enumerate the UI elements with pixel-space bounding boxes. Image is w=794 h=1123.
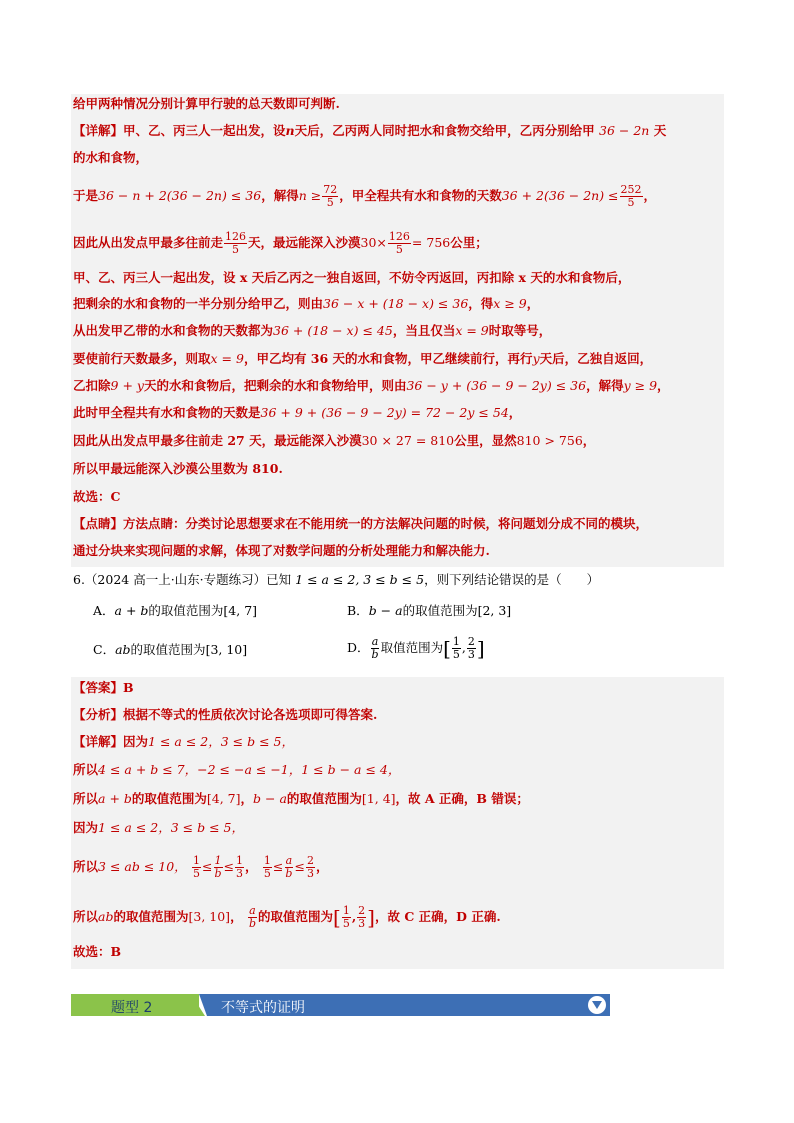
solution-line xyxy=(73,322,551,340)
denominator: 3 xyxy=(236,867,244,880)
math: ≤ xyxy=(223,859,235,874)
denominator: 5 xyxy=(263,867,271,880)
math: 36 + (18 − x) ≤ 45 xyxy=(273,323,393,338)
math: 3 ≤ ab ≤ 10， xyxy=(98,859,187,874)
text: ，得 xyxy=(468,296,494,311)
answer-choice: 故选：C xyxy=(73,489,121,504)
text: 所以 xyxy=(73,859,99,874)
denominator: 3 xyxy=(467,648,475,661)
text: 因此从出发点甲最多往前走 xyxy=(73,235,224,250)
numerator: 2 xyxy=(358,904,366,917)
math: = 756 xyxy=(411,235,451,250)
solution-line xyxy=(73,679,134,697)
numerator: 1 xyxy=(193,854,201,867)
math: 1 ≤ a ≤ 2，3 ≤ b ≤ 5， xyxy=(98,820,244,835)
numerator: a xyxy=(249,904,256,917)
math: 30 × 27 = 810 xyxy=(361,433,455,448)
denominator: 3 xyxy=(306,867,314,880)
math: 36 − y + (36 − 9 − 2y) ≤ 36 xyxy=(406,378,587,393)
fraction xyxy=(388,231,411,256)
text: ，解得 xyxy=(586,378,624,393)
math: ≤ xyxy=(294,859,305,874)
fraction xyxy=(467,636,476,661)
solution-line xyxy=(73,95,340,113)
math: 36 − 2n xyxy=(599,123,650,138)
math: [4, 7] xyxy=(223,603,258,618)
numerator: 126 xyxy=(388,230,410,243)
text: ， xyxy=(508,405,522,420)
math: n xyxy=(285,123,295,138)
left-bracket: [ xyxy=(333,905,341,930)
math: a + b xyxy=(114,603,149,618)
math: [4, 7] xyxy=(206,791,241,806)
text: ， xyxy=(245,859,258,874)
text: 的水和食物， xyxy=(73,150,149,165)
text: 从出发甲乙带的水和食物的天数都为 xyxy=(73,323,274,338)
text: 天 xyxy=(653,123,667,138)
solution-line: 所以ab的取值范围为[3, 10]， $\frac{a}{b}$ 的取值范围为[ $\frac{1}{5}$ , $\frac{2}{3}$ ]，故 C 正确，D 正确. xyxy=(73,904,501,930)
option-b[interactable] xyxy=(347,602,511,620)
option-a[interactable] xyxy=(93,602,257,620)
solution-line xyxy=(73,432,595,450)
numerator: 252 xyxy=(620,183,642,196)
solution-line xyxy=(73,404,521,422)
text: ， xyxy=(643,188,657,203)
text: ，甲全程共有水和食物的天数 xyxy=(339,188,502,203)
text: 甲、乙、丙三人一起出发，设 x 天后乙丙之一独自返回，不妨令丙返回，丙扣除 x 天的水和食物后， xyxy=(73,270,631,285)
detail-tag: 【详解】 xyxy=(73,123,124,138)
text: 6.（2024 高一上·山东·专题练习）已知 xyxy=(73,572,292,587)
denominator: 5 xyxy=(193,867,201,880)
detail-tag: 【详解】 xyxy=(73,734,124,749)
math: 36 + 2(36 − 2n) ≤ xyxy=(501,188,619,203)
section-title: 不等式的证明 xyxy=(221,1000,305,1016)
solution-line xyxy=(73,122,666,140)
math: 1 ≤ a ≤ 2，3 ≤ b ≤ 5， xyxy=(148,734,294,749)
numerator: 72 xyxy=(323,183,338,196)
math: b − a xyxy=(253,791,287,806)
fraction xyxy=(342,905,351,930)
numerator: 1 xyxy=(342,904,350,917)
text: 所以 xyxy=(73,909,99,924)
left-bracket: [ xyxy=(443,636,451,661)
fraction xyxy=(452,636,461,661)
math: [3, 10] xyxy=(205,642,248,657)
math: 36 + 9 + (36 − 9 − 2y) = 72 − 2y ≤ 54 xyxy=(260,405,509,420)
text: 所以 xyxy=(73,762,99,777)
text: 于是 xyxy=(73,188,99,203)
numerator: 126 xyxy=(225,230,247,243)
text: ，则下列结论错误的是（ ） xyxy=(424,572,600,587)
solution-line xyxy=(73,149,148,167)
fraction xyxy=(371,636,380,661)
section-type-label: 题型 2 xyxy=(111,1000,153,1016)
text: 的取值范围为 xyxy=(286,791,362,806)
text: ，故 A 正确，B 错误； xyxy=(395,791,529,806)
numerator: a xyxy=(371,635,379,648)
math: ab xyxy=(115,642,131,657)
solution-line xyxy=(73,295,539,313)
solution-line xyxy=(73,943,121,961)
text: 公里，显然 xyxy=(454,433,517,448)
fraction xyxy=(224,231,247,256)
math: 36 − x + (18 − x) ≤ 36 xyxy=(323,296,469,311)
solution-line xyxy=(73,488,120,506)
solution-line xyxy=(73,350,652,368)
option-label: A． xyxy=(93,603,115,618)
math: ≤ xyxy=(272,859,284,874)
math: ab xyxy=(98,909,114,924)
denominator: b xyxy=(248,917,256,930)
solution-line xyxy=(73,231,488,256)
text: ，甲乙均有 36 天的水和食物，甲乙继续前行，再行 xyxy=(243,351,533,366)
text: 天的水和食物后，把剩余的水和食物给甲，则由 xyxy=(143,378,407,393)
fraction xyxy=(192,855,201,880)
option-label: B． xyxy=(347,603,369,618)
numerator: 1 xyxy=(214,854,222,867)
denominator: 5 xyxy=(232,243,240,256)
text: 天后，乙独自返回， xyxy=(539,351,653,366)
text: ， xyxy=(657,378,670,393)
solution-line xyxy=(73,460,283,478)
text: 公里； xyxy=(450,235,488,250)
option-d[interactable]: D． $\frac{a}{b}$ 取值范围为[ $\frac{1}{5}$ , $\frac{2}{3}$ ] xyxy=(347,635,485,661)
denominator: 3 xyxy=(358,917,366,930)
solution-line xyxy=(73,855,328,880)
text: 乙扣除 xyxy=(73,378,111,393)
text: 天，最远能深入沙漠 xyxy=(248,235,361,250)
math: x ≥ 9 xyxy=(493,296,527,311)
text: ， xyxy=(315,859,329,874)
option-c[interactable] xyxy=(93,641,247,659)
text: 的取值范围为 xyxy=(148,603,224,618)
text: 时取等号， xyxy=(488,323,552,338)
solution-line xyxy=(73,515,648,533)
solution-line xyxy=(73,542,490,560)
math: 30× xyxy=(360,235,387,250)
text: 取值范围为 xyxy=(380,640,444,655)
text: 甲、乙、丙三人一起出发，设 xyxy=(123,123,286,138)
numerator: a xyxy=(285,854,293,867)
denominator: 5 xyxy=(627,196,635,209)
text: ， xyxy=(582,433,596,448)
numerator: 1 xyxy=(236,854,244,867)
text: ，当且仅当 xyxy=(392,323,456,338)
text: ，故 C 正确，D 正确. xyxy=(374,909,501,924)
math: [3, 10] xyxy=(188,909,231,924)
text: 给甲两种情况分别计算甲行驶的总天数即可判断. xyxy=(73,96,340,111)
solution-line xyxy=(73,733,294,751)
section-header-bar xyxy=(71,994,610,1016)
chevron-down-icon[interactable] xyxy=(588,996,606,1014)
text: ， xyxy=(240,791,254,806)
text: 的取值范围为 xyxy=(130,642,206,657)
analysis-tag: 【分析】 xyxy=(73,707,124,722)
solution-line xyxy=(73,269,630,287)
denominator: 5 xyxy=(342,917,350,930)
math: 810 > 756 xyxy=(516,433,583,448)
answer-choice: 故选：B xyxy=(73,944,122,959)
solution-line xyxy=(73,377,670,395)
solution-line xyxy=(73,790,529,808)
option-label: C． xyxy=(93,642,116,657)
denominator: 5 xyxy=(395,243,403,256)
text: ，解得 xyxy=(261,188,299,203)
math: y xyxy=(532,351,540,366)
text: 因为 xyxy=(123,734,149,749)
math: a + b xyxy=(98,791,132,806)
text: 的取值范围为 xyxy=(402,603,478,618)
numerator: 2 xyxy=(306,854,314,867)
tip-tag: 【点睛】 xyxy=(73,516,124,531)
numerator: 2 xyxy=(467,635,475,648)
text: 的取值范围为 xyxy=(131,791,207,806)
fraction xyxy=(235,855,244,880)
text: 此时甲全程共有水和食物的天数是 xyxy=(73,405,261,420)
denominator: 5 xyxy=(326,196,334,209)
right-bracket: ] xyxy=(476,636,485,661)
right-bracket: ] xyxy=(367,905,375,930)
denominator: b xyxy=(285,867,293,880)
text: 所以 xyxy=(73,791,99,806)
text: 的取值范围为 xyxy=(257,909,333,924)
fraction xyxy=(357,905,366,930)
fraction xyxy=(284,855,293,880)
text: 要使前行天数最多，则取 xyxy=(73,351,211,366)
text: 天后，乙丙两人同时把水和食物交给甲，乙丙分别给甲 xyxy=(294,123,595,138)
text: 因此从出发点甲最多往前走 27 天，最远能深入沙漠 xyxy=(73,433,362,448)
math: 4 ≤ a + b ≤ 7，−2 ≤ −a ≤ −1，1 ≤ b − a ≤ 4， xyxy=(98,762,401,777)
fraction xyxy=(263,855,272,880)
fraction xyxy=(306,855,315,880)
text: 把剩余的水和食物的一半分别分给甲乙，则由 xyxy=(73,296,324,311)
fraction xyxy=(214,855,223,880)
denominator: b xyxy=(214,867,222,880)
text: ， xyxy=(230,909,243,924)
text: 通过分块来实现问题的求解，体现了对数学问题的分析处理能力和解决能力. xyxy=(73,543,490,558)
math: 9 + y xyxy=(110,378,144,393)
text: 因为 xyxy=(73,820,99,835)
math: [2, 3] xyxy=(477,603,512,618)
math: 1 ≤ a ≤ 2, 3 ≤ b ≤ 5 xyxy=(295,572,425,587)
denominator: 5 xyxy=(452,648,460,661)
text: ， xyxy=(526,296,540,311)
math: y ≥ 9 xyxy=(623,378,658,393)
answer-tag: 【答案】B xyxy=(73,680,134,695)
math: x = 9 xyxy=(455,323,489,338)
text: 的取值范围为 xyxy=(113,909,189,924)
text: 根据不等式的性质依次讨论各选项即可得答案. xyxy=(123,707,378,722)
math: ≤ xyxy=(202,859,213,874)
solution-line xyxy=(73,761,400,779)
solution-line xyxy=(73,184,656,209)
solution-line xyxy=(73,819,244,837)
math: [1, 4] xyxy=(361,791,396,806)
numerator: 1 xyxy=(452,635,460,648)
math: n ≥ xyxy=(298,188,322,203)
math: b − a xyxy=(368,603,403,618)
text: 所以甲最远能深入沙漠公里数为 810. xyxy=(73,461,283,476)
solution-block-1 xyxy=(71,94,724,567)
fraction xyxy=(322,184,338,209)
math: 36 − n + 2(36 − 2n) ≤ 36 xyxy=(98,188,262,203)
solution-block-2 xyxy=(71,677,724,969)
solution-line xyxy=(73,706,377,724)
math: x = 9 xyxy=(210,351,244,366)
fraction xyxy=(620,184,643,209)
fraction xyxy=(248,905,257,930)
numerator: 1 xyxy=(263,854,271,867)
text: 方法点睛：分类讨论思想要求在不能用统一的方法解决问题的时候，将问题划分成不同的模块， xyxy=(123,516,649,531)
question-stem xyxy=(73,571,599,589)
option-label: D． xyxy=(347,640,370,655)
denominator: b xyxy=(371,648,379,661)
